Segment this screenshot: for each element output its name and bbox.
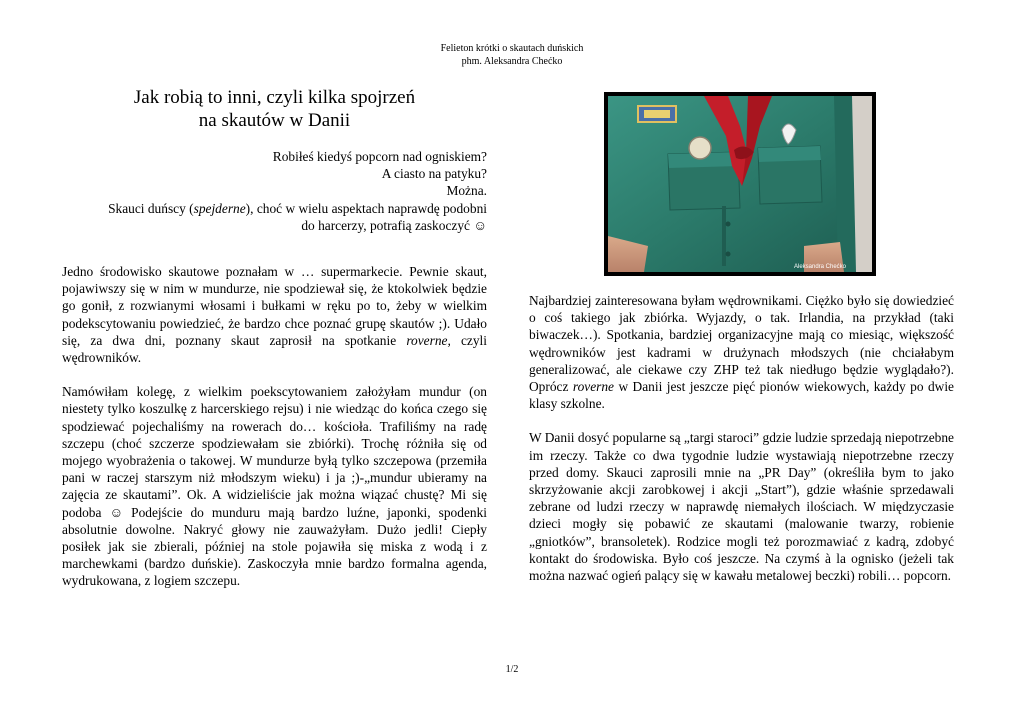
scout-uniform-photo	[604, 92, 876, 276]
right-paragraph-1-emphasis: roverne	[572, 379, 615, 395]
header-author: phm. Aleksandra Chećko	[461, 56, 563, 67]
header-subtitle: Felieton krótki o skautach duńskich	[440, 43, 584, 54]
right-paragraph-2: W Danii dosyć popularne są „targi staroci” gdzie ludzie sprzedają niepotrzebne im rzeczy. Także co dwa tygodnie ludzie wystawiają niepotrzebne rzeczy przed domy. Skauci zaprosili mnie na „PR Day” (określiła bym to jako skrzyżowanie akcji zarobkowej i akcji „Start”), gdzie właśnie sprzedawali zebrane od ludzi rzeczy w naprawdę niemałych ilościach. W międzyczasie dzieci mogły się pobawić ze skautami (malowanie twarzy, robienie „gniotków”, bransoletek). Rodzice mogli też porozmawiać z kadrą, zdobyć kontakt do środowiska. Było coś jeszcze. Na czymś à la ognisko (jeżeli tak można nazwać ogień palący się w kawału metalowej beczki) robili… popcorn.	[529, 430, 954, 584]
document-header	[0, 42, 1024, 68]
intro-block	[62, 148, 487, 234]
right-column	[529, 292, 954, 584]
right-paragraph-1	[529, 292, 954, 412]
article-title	[62, 86, 487, 132]
intro-line-4-start: Skauci duńscy (	[108, 200, 194, 216]
left-paragraph-1-text: Jedno środowisko skautowe poznałam w … supermarkecie. Pewnie skaut, pojawiwszy się w nim w mundurze, nie spodziewał się, że ktokolwiek będzie go gonił, z rozwianymi włosami i bułkami w ręku po to, żeby w wielkim podekscytowaniu powiedzieć, że bardzo chce poznać grupę skautów ;). Udało się, za dwa dni, poznany skaut zaprosił na spotkanie	[62, 264, 487, 348]
title-line-1: Jak robią to inni, czyli kilka spojrzeń	[133, 87, 416, 108]
left-paragraph-2: Namówiłam kolegę, z wielkim poekscytowaniem założyłam mundur (on niestety tylko koszulkę z harcerskiego rejsu) i nie wiedząc do końca czego się spodziewać pojechaliśmy na rowerach do… kościoła. Trafiliśmy na radę szczepu (choć szczerze spodziewałam sie zbiórki). Trochę różniła się od mojego wyobrażenia o takowej. W mundurze byłą tylko szczepowa (przemiła pani w raczej starszym niż młodszym wieku) i ja ;)-„mundur ubieramy na zajęcia ze skautami”. Ok. A widzieliście jak można wiązać chustę? Mi się podoba ☺ Podejście do munduru mają bardzo luźne, japonki, spodenki absolutnie dowolne. Nakryć głowy nie zauważyłam. Dużo jedli! Ciepły posiłek jak sie zbierali, później na stole pojawiła się miska z wodą i z marchewkami (bardzo duńskie). Zaskoczyła mnie bardzo formalna agenda, wydrukowana, z logiem szczepu.	[62, 384, 487, 589]
intro-line-5: do harcerzy, potrafią zaskoczyć ☺	[301, 217, 487, 233]
intro-line-4	[62, 200, 487, 217]
left-column	[62, 263, 487, 590]
left-paragraph-1	[62, 263, 487, 366]
title-line-2: na skautów w Danii	[198, 110, 351, 131]
left-paragraph-1-emphasis: roverne,	[406, 332, 451, 348]
right-paragraph-1-end: w Danii jest jeszcze pięć pionów wiekowych, każdy po dwie klasy szkolne.	[529, 379, 954, 412]
intro-line-2: A ciasto na patyku?	[381, 166, 487, 182]
photo-watermark: Aleksandra Chećko	[793, 264, 847, 270]
page-number: 1/2	[505, 664, 519, 675]
intro-line-1: Robiłeś kiedyś popcorn nad ogniskiem?	[272, 149, 487, 164]
right-paragraph-1-text: Najbardziej zainteresowana byłam wędrownikami. Ciężko było się dowiedzieć o coś takiego jak zbiórka. Wyjazdy, o tak. Irlandia, na przykład (taki biwaczek…). Spotkania, bardziej organizacyjne mają co miesiąc, większość wędrowników jest kadrami w drużynach młodszych (nie chciałabym generalizować, ale ciekawe czy ZHP też tak niedługo będzie wyglądało?). Oprócz	[529, 293, 954, 395]
intro-line-4-end: ), choć w wielu aspektach naprawdę podobni	[245, 200, 487, 216]
intro-line-3: Można.	[446, 183, 487, 199]
intro-emphasis: spejderne	[193, 200, 246, 216]
left-paragraph-1-end: czyli wędrowników.	[62, 332, 487, 366]
